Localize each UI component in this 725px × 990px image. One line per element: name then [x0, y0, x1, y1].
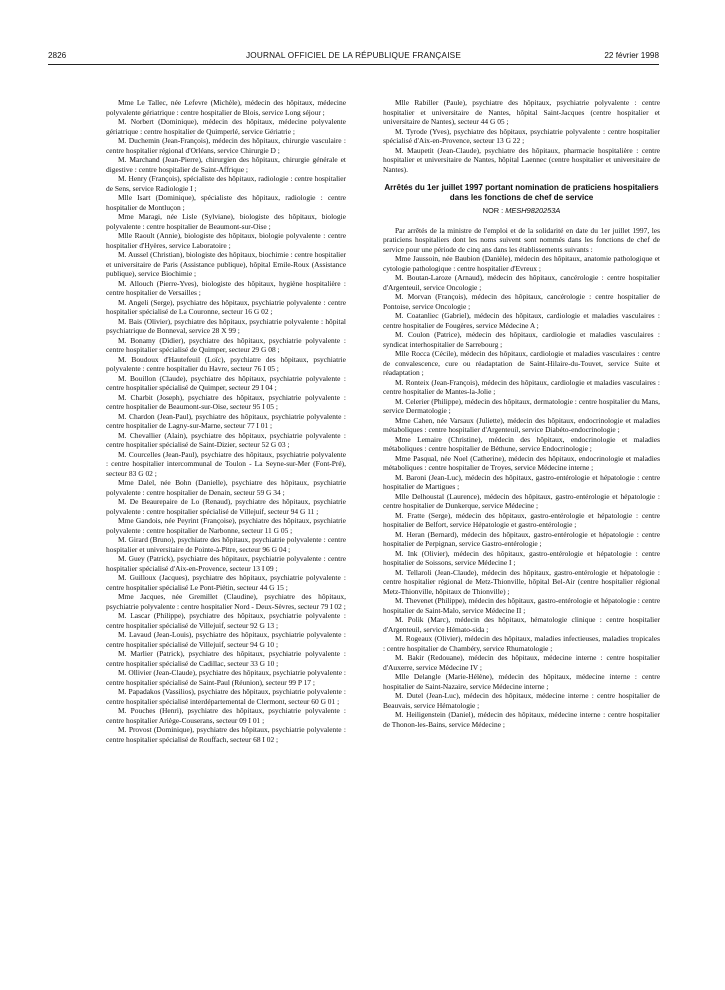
- appointment-entry: Par arrêtés de la ministre de l'emploi et de la solidarité en date du 1er juillet 1997, les praticiens hospitaliers dont les noms suivent sont nommés dans les fonctions de chef de service pour une période de cinq ans dans les établissements suivants :: [383, 225, 660, 254]
- section-title: Arrêtés du 1er juillet 1997 portant nomination de praticiens hospitaliers dans les fonctions de chef de service: [384, 183, 659, 202]
- appointment-entry: M. Bonamy (Didier), psychiatre des hôpitaux, psychiatrie polyvalente : centre hospitalier spécialisé de Quimper, secteur 29 G 08 ;: [106, 335, 346, 354]
- appointment-entry: M. Duchemin (Jean-François), médecin des hôpitaux, chirurgie vasculaire : centre hospitalier régional d'Orléans, service Chirurgie D ;: [106, 136, 346, 155]
- appointment-entry: M. Guilloux (Jacques), psychiatre des hôpitaux, psychiatrie polyvalente : centre hospitalier spécialisé Le Pont-Piétin, secteur 44 G 15 ;: [106, 573, 346, 592]
- appointment-entry: Mlle Delangle (Marie-Hélène), médecin des hôpitaux, médecine interne : centre hospitalier de Saint-Nazaire, service Médecine interne ;: [383, 672, 660, 691]
- appointment-entry: Mme Jacques, née Gremillet (Claudine), psychiatre des hôpitaux, psychiatrie polyvalente : centre hospitalier Nord - Deux-Sèvres, secteur 79 I 02 ;: [106, 592, 346, 611]
- appointment-entry: Mlle Rocca (Cécile), médecin des hôpitaux, cardiologie et maladies vasculaires : centre de convalescence, cure ou réadaptation de Saint-Hilaire-du-Touvet, service Suite et réadaptation ;: [383, 349, 660, 377]
- appointment-entry: Mme Dalel, née Bohn (Danielle), psychiatre des hôpitaux, psychiatrie polyvalente : centre hospitalier de Denain, secteur 59 G 34 ;: [106, 478, 346, 497]
- appointment-entry: M. Fratte (Serge), médecin des hôpitaux, gastro-entérologie et hépatologie : centre hospitalier de Belfort, service Hépatologie et gastro-entérologie ;: [383, 510, 660, 529]
- appointment-entry: M. Morvan (François), médecin des hôpitaux, cancérologie : centre hospitalier de Pontoise, service Oncologie ;: [383, 292, 660, 311]
- appointment-entry: Mme Gandois, née Peyrint (Françoise), psychiatre des hôpitaux, psychiatrie polyvalente : centre hospitalier de Narbonne, secteur 11 G 05 ;: [106, 516, 346, 535]
- header-rule: [48, 64, 659, 65]
- page-header: [48, 51, 659, 65]
- publication-date: 22 février 1998: [604, 51, 659, 60]
- appointment-entry: M. Tyrode (Yves), psychiatre des hôpitaux, psychiatrie polyvalente : centre hospitalier spécialisé d'Aix-en-Provence, secteur 13 G 22 ;: [383, 126, 660, 145]
- appointment-entry: M. Aussel (Christian), biologiste des hôpitaux, biochimie : centre hospitalier et universitaire de Paris (Assistance publique), hôpital Emile-Roux (Assistance publique), service Biochimie ;: [106, 250, 346, 278]
- appointment-entry: M. Papadakos (Vassilios), psychiatre des hôpitaux, psychiatrie polyvalente : centre hospitalier spécialisé interdépartemental de Clermont, secteur 60 G 01 ;: [106, 687, 346, 706]
- appointment-entry: Mme Le Tallec, née Lefevre (Michèle), médecin des hôpitaux, médecine polyvalente gériatrique : centre hospitalier de Blois, service Long séjour ;: [106, 98, 346, 117]
- appointment-entry: Mlle Delhoustal (Laurence), médecin des hôpitaux, gastro-entérologie et hépatologie : centre hospitalier de Dunkerque, service Médecine ;: [383, 491, 660, 510]
- appointment-entry: M. Maupetit (Jean-Claude), psychiatre des hôpitaux, pharmacie hospitalière : centre hospitalier et universitaire de Nantes, hôpital Laennec (centre hospitalier et universitaire de Nantes).: [383, 145, 660, 174]
- appointment-entry: M. Pouches (Henri), psychiatre des hôpitaux, psychiatrie polyvalente : centre hospitalier Ariège-Couserans, secteur 09 I 01 ;: [106, 706, 346, 725]
- appointment-entry: M. Bakir (Redouane), médecin des hôpitaux, médecine interne : centre hospitalier d'Auxerre, service Médecine IV ;: [383, 653, 660, 672]
- appointment-entry: M. Angeli (Serge), psychiatre des hôpitaux, psychiatrie polyvalente : centre hospitalier spécialisé de La Couronne, secteur 16 G 02 ;: [106, 297, 346, 316]
- appointment-entry: M. Tellaroli (Jean-Claude), médecin des hôpitaux, gastro-entérologie et hépatologie : centre hospitalier régional de Metz-Thionville, hôpital Bel-Air (centre hospitalier régional Metz-Thionville, hôpitaux de Thionville) ;: [383, 567, 660, 596]
- appointment-entry: M. Chardon (Jean-Paul), psychiatre des hôpitaux, psychiatrie polyvalente : centre hospitalier de Lagny-sur-Marne, secteur 77 I 01 ;: [106, 411, 346, 430]
- appointment-entry: Mme Lemaire (Christine), médecin des hôpitaux, endocrinologie et maladies métaboliques : centre hospitalier de Béthune, service Endocrinologie ;: [383, 434, 660, 453]
- nor-code: MESH9820253A: [505, 206, 561, 215]
- appointment-entry: M. Polik (Marc), médecin des hôpitaux, hématologie clinique : centre hospitalier d'Argenteuil, service Hémato-sida ;: [383, 615, 660, 634]
- appointment-entry: M. Norbert (Dominique), médecin des hôpitaux, médecine polyvalente gériatrique : centre hospitalier de Quimperlé, service Gériatrie ;: [106, 117, 346, 136]
- right-body-block: [383, 226, 660, 730]
- page-number: 2826: [48, 51, 67, 60]
- appointment-entry: M. Boutan-Laroze (Arnaud), médecin des hôpitaux, cancérologie : centre hospitalier d'Argenteuil, service Oncologie ;: [383, 273, 660, 292]
- appointment-entry: M. Allouch (Pierre-Yves), biologiste des hôpitaux, hygiène hospitalière : centre hospitalier de Versailles ;: [106, 278, 346, 297]
- nor-label: NOR :: [482, 206, 504, 215]
- journal-title: JOURNAL OFFICIEL DE LA RÉPUBLIQUE FRANÇAISE: [245, 51, 461, 60]
- appointment-entry: M. Dutel (Jean-Luc), médecin des hôpitaux, médecine interne : centre hospitalier de Beauvais, service Hématologie ;: [383, 691, 660, 710]
- appointment-entry: M. Bais (Olivier), psychiatre des hôpitaux, psychiatrie polyvalente : hôpital psychiatrique de Bonneval, service 28 X 99 ;: [106, 316, 346, 335]
- appointment-entry: M. Lavaud (Jean-Louis), psychiatre des hôpitaux, psychiatrie polyvalente : centre hospitalier spécialisé de Villejuif, secteur 94 G 10 ;: [106, 630, 346, 649]
- appointment-entry: M. Heiligenstein (Daniel), médecin des hôpitaux, médecine interne : centre hospitalier de Thonon-les-Bains, service Médecine ;: [383, 710, 660, 729]
- appointment-entry: M. Heran (Bernard), médecin des hôpitaux, gastro-entérologie et hépatologie : centre hospitalier de Perpignan, service Gastro-entérologie ;: [383, 529, 660, 548]
- appointment-entry: M. De Beaurepaire de Lo (Renaud), psychiatre des hôpitaux, psychiatrie polyvalente : centre hospitalier spécialisé de Villejuif, secteur 94 G 11 ;: [106, 497, 346, 516]
- appointment-entry: M. Bouillon (Claude), psychiatre des hôpitaux, psychiatrie polyvalente : centre hospitalier spécialisé de Quimper, secteur 29 I 04 ;: [106, 373, 346, 392]
- right-column: [383, 98, 660, 729]
- appointment-entry: M. Chevallier (Alain), psychiatre des hôpitaux, psychiatrie polyvalente : centre hospitalier spécialisé de Saint-Dizier, secteur 52 G 03 ;: [106, 430, 346, 449]
- appointment-entry: M. Girard (Bruno), psychiatre des hôpitaux, psychiatrie polyvalente : centre hospitalier et universitaire de Pointe-à-Pitre, secteur 96 G 04 ;: [106, 535, 346, 554]
- appointment-entry: Mlle Isart (Dominique), spécialiste des hôpitaux, radiologie : centre hospitalier de Montluçon ;: [106, 193, 346, 212]
- appointment-entry: M. Henry (François), spécialiste des hôpitaux, radiologie : centre hospitalier de Sens, service Radiologie I ;: [106, 174, 346, 193]
- right-top-block: [383, 98, 660, 174]
- appointment-entry: M. Boudoux d'Hautefeuil (Loïc), psychiatre des hôpitaux, psychiatrie polyvalente : centre hospitalier du Havre, secteur 76 I 05 ;: [106, 354, 346, 373]
- left-column: [106, 98, 346, 744]
- appointment-entry: M. Ollivier (Jean-Claude), psychiatre des hôpitaux, psychiatrie polyvalente : centre hospitalier spécialisé de Saint-Paul (Réunion), secteur 99 P 17 ;: [106, 668, 346, 687]
- appointment-entry: M. Rogeaux (Olivier), médecin des hôpitaux, maladies infectieuses, maladies tropicales : centre hospitalier de Chambéry, service Rhumatologie ;: [383, 634, 660, 653]
- appointment-entry: M. Celerier (Philippe), médecin des hôpitaux, dermatologie : centre hospitalier du Mans, service Dermatologie ;: [383, 396, 660, 415]
- appointment-entry: M. Baroni (Jean-Luc), médecin des hôpitaux, gastro-entérologie et hépatologie : centre hospitalier de Martigues ;: [383, 472, 660, 491]
- appointment-entry: Mme Pasqual, née Noel (Catherine), médecin des hôpitaux, endocrinologie et maladies métaboliques : centre hospitalier de Troyes, service Médecine interne ;: [383, 453, 660, 472]
- appointment-entry: M. Guey (Patrick), psychiatre des hôpitaux, psychiatrie polyvalente : centre hospitalier spécialisé d'Aix-en-Provence, secteur 13 I 09 ;: [106, 554, 346, 573]
- section-spacer: [383, 174, 660, 183]
- appointment-entry: M. Coulon (Patrice), médecin des hôpitaux, cardiologie et maladies vasculaires : syndicat interhospitalier de Sarrebourg ;: [383, 330, 660, 349]
- appointment-entry: Mlle Raoult (Annie), biologiste des hôpitaux, biologie polyvalente : centre hospitalier d'Hyères, service Laboratoire ;: [106, 231, 346, 250]
- appointment-entry: M. Courcelles (Jean-Paul), psychiatre des hôpitaux, psychiatrie polyvalente : centre hospitalier intercommunal de Toulon - La Seyne-sur-Mer (Font-Pré), secteur 83 G 02 ;: [106, 449, 346, 478]
- appointment-entry: M. Provost (Dominique), psychiatre des hôpitaux, psychiatrie polyvalente : centre hospitalier spécialisé de Rouffach, secteur 68 I 02 ;: [106, 725, 346, 744]
- appointment-entry: M. Marchand (Jean-Pierre), chirurgien des hôpitaux, chirurgie générale et digestive : centre hospitalier de Saint-Affrique ;: [106, 155, 346, 174]
- appointment-entry: M. Thevenet (Philippe), médecin des hôpitaux, gastro-entérologie et hépatologie : centre hospitalier de Saint-Malo, service Médecine II ;: [383, 596, 660, 615]
- appointment-entry: M. Coatanliec (Gabriel), médecin des hôpitaux, cardiologie et maladies vasculaires : centre hospitalier de Fougères, service Médecine A ;: [383, 311, 660, 330]
- appointment-entry: M. Ronteix (Jean-François), médecin des hôpitaux, cardiologie et maladies vasculaires : centre hospitalier de Mantes-la-Jolie ;: [383, 377, 660, 396]
- appointment-entry: M. Lascar (Philippe), psychiatre des hôpitaux, psychiatrie polyvalente : centre hospitalier spécialisé de Villejuif, secteur 92 G 13 ;: [106, 611, 346, 630]
- appointment-entry: M. Ink (Olivier), médecin des hôpitaux, gastro-entérologie et hépatologie : centre hospitalier de Soissons, service Médecine I ;: [383, 548, 660, 567]
- appointment-entry: M. Charbit (Joseph), psychiatre des hôpitaux, psychiatrie polyvalente : centre hospitalier de Beaumont-sur-Oise, secteur 95 I 05 ;: [106, 392, 346, 411]
- appointment-entry: Mme Jaussoin, née Baubion (Danièle), médecin des hôpitaux, anatomie pathologique et cytologie pathologique : centre hospitalier d'Evreux ;: [383, 254, 660, 273]
- appointment-entry: Mlle Rabiller (Paule), psychiatre des hôpitaux, psychiatrie polyvalente : centre hospitalier et universitaire de Nantes, hôpital Saint-Jacques (centre hospitalier et universitaire de Nantes), secteur 44 G 05 ;: [383, 98, 660, 126]
- appointment-entry: Mme Maragi, née Lisle (Sylviane), biologiste des hôpitaux, biologie polyvalente : centre hospitalier de Beaumont-sur-Oise ;: [106, 212, 346, 231]
- appointment-entry: Mme Cahen, née Varsaux (Juliette), médecin des hôpitaux, endocrinologie et maladies métaboliques : centre hospitalier d'Argenteuil, service Diabéto-endocrinologie ;: [383, 415, 660, 434]
- nor-reference: [383, 206, 660, 216]
- appointment-entry: M. Marlier (Patrick), psychiatre des hôpitaux, psychiatrie polyvalente : centre hospitalier spécialisé de Cadillac, secteur 33 G 10 ;: [106, 649, 346, 668]
